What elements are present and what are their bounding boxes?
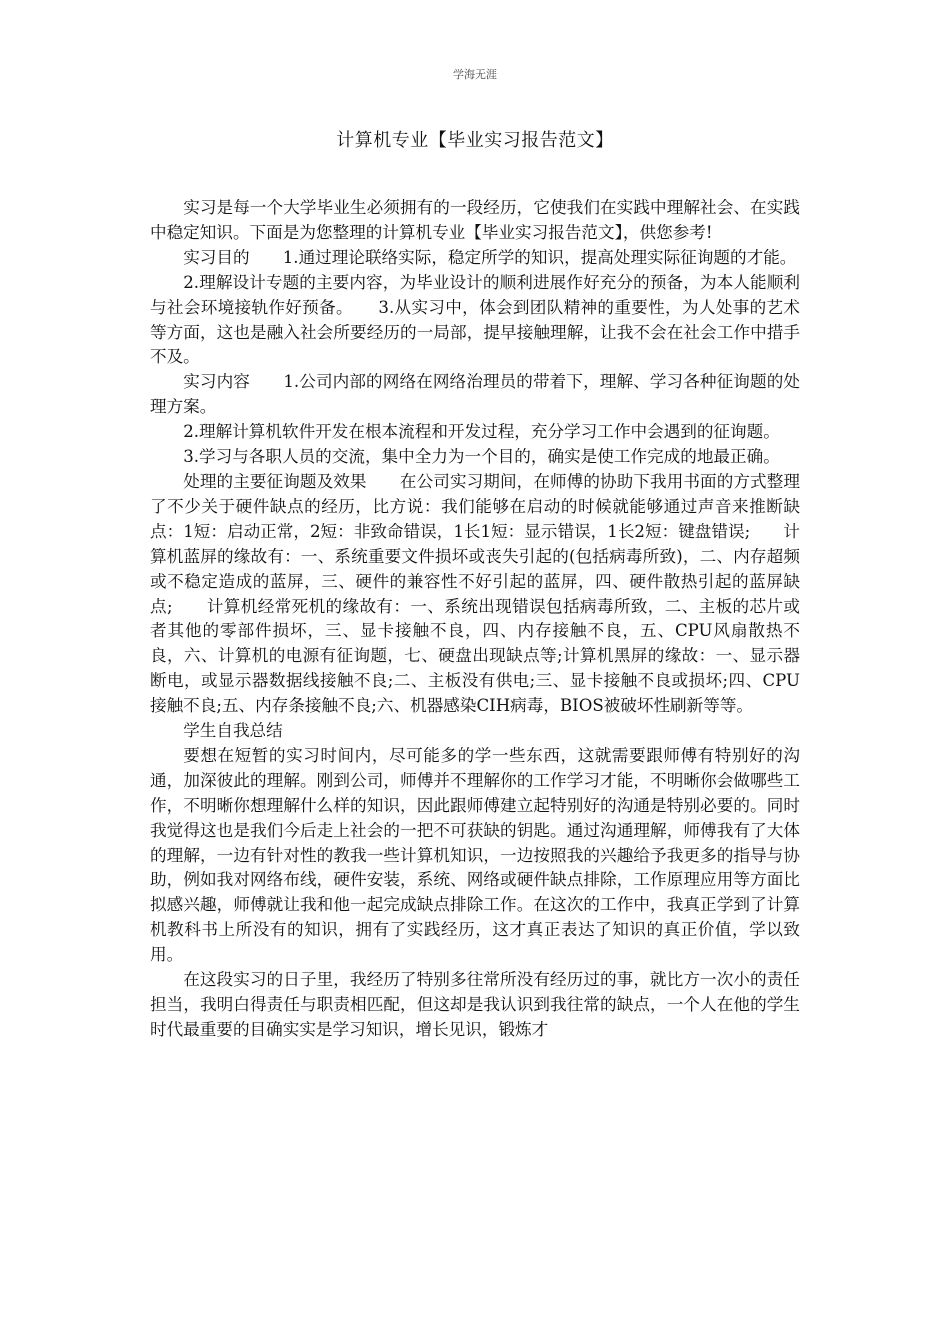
paragraph-problems: 处理的主要征询题及效果 在公司实习期间，在师傅的协助下我用书面的方式整理了不少关于硬件缺点的经历，比方说：我们能够在启动的时候就能够通过声音来推断缺点：1短：启动正常，2短：非致命错误，1长1短：显示错误，1长2短：键盘错误; 计算机蓝屏的缘故有：一、系统重要文件损坏或丧失引起的(包括病毒所致)，二、内存超频或不稳定造成的蓝屏，三、硬件的兼容性不好引起的蓝屏，四、硬件散热引起的蓝屏缺点; 计算机经常死机的缘故有：一、系统出现错误包括病毒所致，二、主板的芯片或者其他的零部件损坏，三、显卡接触不良，四、内存接触不良，五、CPU风扇散热不良，六、计算机的电源有征询题，七、硬盘出现缺点等;计算机黑屏的缘故：一、显示器断电，或显示器数据线接触不良;二、主板没有供电;三、显卡接触不良或损坏;四、CPU接触不良;五、内存条接触不良;六、机器感染CIH病毒，BIOS被破坏性刷新等等。: [150, 471, 800, 716]
document-title: 计算机专业【毕业实习报告范文】: [336, 130, 614, 151]
paragraph-purpose-1: 实习目的 1.通过理论联络实际，稳定所学的知识，提高处理实际征询题的才能。: [183, 247, 797, 267]
paragraph-purpose-2: 2.理解设计专题的主要内容，为毕业设计的顺利进展作好充分的预备，为本人能顺利与社会环境接轨作好预备。 3.从实习中，体会到团队精神的重要性，为人处事的艺术等方面，这也是融入社会所要经历的一局部，提早接触理解，让我不会在社会工作中措手不及。: [150, 272, 800, 367]
paragraph-summary-2: 在这段实习的日子里，我经历了特别多往常所没有经历过的事，就比方一次小的责任担当，我明白得责任与职责相匹配，但这却是我认识到我往常的缺点，一个人在他的学生时代最重要的目确实实是学习知识，增长见识，锻炼才: [150, 970, 800, 1039]
paragraph-content-3: 3.学习与各职人员的交流，集中全力为一个目的，确实是使工作完成的地最正确。: [183, 447, 780, 467]
paragraph-content-2: 2.理解计算机软件开发在根本流程和开发过程，充分学习工作中会遇到的征询题。: [183, 422, 780, 442]
paragraph-content-1: 实习内容 1.公司内部的网络在网络治理员的带着下，理解、学习各种征询题的处理方案。: [150, 372, 800, 417]
paragraph-summary-1: 要想在短暂的实习时间内，尽可能多的学一些东西，这就需要跟师傅有特别好的沟通，加深彼此的理解。刚到公司，师傅并不理解你的工作学习才能，不明晰你会做哪些工作，不明晰你想理解什么样的知识，因此跟师傅建立起特别好的沟通是特别必要的。同时我觉得这也是我们今后走上社会的一把不可获缺的钥匙。通过沟通理解，师傅我有了大体的理解，一边有针对性的教我一些计算机知识，一边按照我的兴趣给予我更多的指导与协助，例如我对网络布线，硬件安装，系统、网络或硬件缺点排除，工作原理应用等方面比拟感兴趣，师傅就让我和他一起完成缺点排除工作。在这次的工作中，我真正学到了计算机教科书上所没有的知识，拥有了实践经历，这才真正表达了知识的真正价值，学以致用。: [150, 745, 800, 965]
page-header: 学海无涯: [453, 68, 497, 81]
document-body: [150, 196, 800, 1043]
section-heading-summary: 学生自我总结: [183, 721, 283, 741]
paragraph-intro: 实习是每一个大学毕业生必须拥有的一段经历，它使我们在实践中理解社会、在实践中稳定知识。下面是为您整理的计算机专业【毕业实习报告范文】，供您参考!: [150, 198, 800, 242]
